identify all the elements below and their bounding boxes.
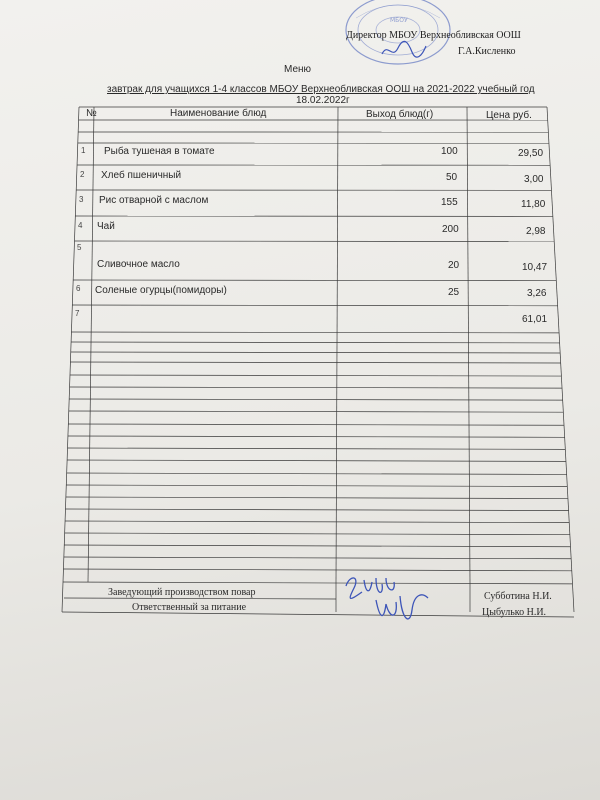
row-6-name: Соленые огурцы(помидоры): [95, 285, 227, 296]
table-row-line: [68, 436, 565, 437]
row-2-price: 3,00: [524, 174, 544, 185]
row-6-price: 3,26: [527, 288, 547, 299]
table-row-line: [71, 332, 559, 333]
table-row-line: [69, 399, 562, 400]
table-row-line: [67, 460, 566, 461]
table-row-line: [66, 485, 567, 486]
responsible-label: Ответственный за питание: [132, 602, 247, 613]
row-4-name: Чай: [97, 221, 115, 232]
table-row-line: [74, 241, 554, 242]
table-row-line: [73, 280, 556, 281]
row-7-price: 61,01: [522, 314, 548, 325]
table-row-line: [70, 362, 560, 363]
row-6-output: 25: [448, 287, 460, 298]
table-row-line: [63, 569, 571, 571]
row-4-no: 4: [78, 221, 83, 230]
row-1-name: Рыба тушеная в томате: [104, 146, 215, 157]
table-row-line: [65, 509, 568, 511]
row-5-output: 20: [448, 260, 460, 271]
head-cook-label: Заведующий производством повар: [108, 587, 256, 598]
header-name: Наименование блюд: [170, 108, 267, 119]
table-row-line: [70, 375, 561, 376]
table-row-line: [65, 533, 570, 535]
table-row-line: [64, 545, 570, 547]
header-price: Цена руб.: [486, 110, 532, 121]
row-3-no: 3: [79, 195, 84, 204]
table-row-line: [65, 521, 569, 523]
table-row-line: [64, 557, 571, 559]
table-row-line: [68, 424, 564, 425]
row-7-no: 7: [75, 309, 80, 318]
head-cook-name: Субботина Н.И.: [484, 591, 552, 602]
document-subtitle: завтрак для учащихся 1-4 классов МБОУ Верхнеобливская ООШ на 2021-2022 учебный год: [107, 84, 535, 95]
approval-director: Директор МБОУ Верхнеобливская ООШ: [346, 30, 521, 41]
responsible-name: Цыбулько Н.И.: [482, 607, 547, 618]
row-2-name: Хлеб пшеничный: [101, 170, 182, 181]
row-5-name: Сливочное масло: [97, 259, 180, 270]
svg-text:МБОУ: МБОУ: [390, 17, 408, 24]
responsible-signature: [372, 590, 432, 630]
table-row-line: [69, 411, 563, 412]
row-3-name: Рис отварной с маслом: [99, 195, 209, 206]
row-2-output: 50: [446, 172, 458, 183]
row-1-output: 100: [441, 146, 458, 157]
row-2-no: 2: [80, 170, 85, 179]
table-row-line: [71, 352, 560, 353]
footer-divider-line: [64, 598, 336, 599]
row-6-no: 6: [76, 284, 81, 293]
row-1-no: 1: [81, 146, 86, 155]
table-row-line: [67, 473, 567, 474]
document-date: 18.02.2022г: [296, 95, 350, 106]
row-3-price: 11,80: [521, 199, 546, 210]
table-row-line: [68, 448, 566, 449]
document-title: Меню: [284, 64, 312, 75]
table-row-line: [63, 582, 572, 584]
header-no: №: [86, 108, 97, 119]
approval-director-name: Г.А.Кисленко: [458, 46, 516, 57]
table-row-line: [72, 305, 557, 306]
row-1-price: 29,50: [518, 148, 544, 159]
row-4-output: 200: [442, 224, 459, 235]
table-row-line: [66, 497, 568, 499]
row-5-no: 5: [77, 243, 82, 252]
header-output: Выход блюд(г): [366, 109, 434, 120]
table-row-line: [71, 342, 559, 343]
table-row-line: [70, 387, 562, 388]
row-4-price: 2,98: [526, 226, 546, 237]
row-5-price: 10,47: [522, 262, 548, 273]
row-3-output: 155: [441, 197, 458, 208]
